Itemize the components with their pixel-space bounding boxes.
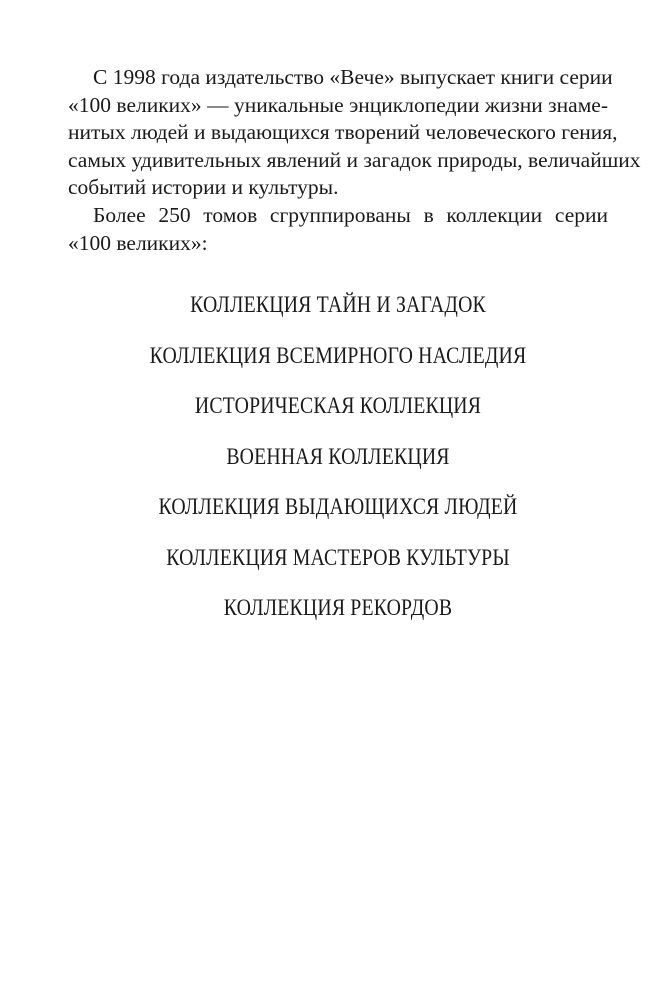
intro-line: Более 250 томов сгруппированы в коллекции серии: [93, 202, 608, 227]
collection-title: ИСТОРИЧЕСКАЯ КОЛЛЕКЦИЯ: [194, 393, 482, 418]
collection-title: ВОЕННАЯ КОЛЛЕКЦИЯ: [226, 443, 450, 469]
intro-line: самых удивительных явлений и загадок природы, величайших: [68, 147, 641, 172]
intro-line: С 1998 года издательство «Вече» выпускает книги серии: [93, 65, 613, 89]
collections-list: [68, 290, 608, 644]
intro-line: событий истории и культуры.: [68, 175, 339, 200]
collection-title: КОЛЛЕКЦИЯ ВСЕМИРНОГО НАСЛЕДИЯ: [149, 342, 527, 368]
collection-title: КОЛЛЕКЦИЯ РЕКОРДОВ: [223, 595, 453, 620]
intro-line: «100 великих» — уникальные энциклопедии жизни знаме-: [68, 92, 608, 117]
collection-title: КОЛЛЕКЦИЯ ВЫДАЮЩИХСЯ ЛЮДЕЙ: [158, 494, 518, 519]
intro-line: «100 великих»:: [68, 230, 208, 255]
intro-line: нитых людей и выдающихся творений человеческого гения,: [68, 120, 618, 145]
collection-title: КОЛЛЕКЦИЯ МАСТЕРОВ КУЛЬТУРЫ: [166, 544, 510, 570]
collection-title: КОЛЛЕКЦИЯ ТАЙН И ЗАГАДОК: [190, 292, 486, 317]
intro-text: [68, 64, 641, 257]
